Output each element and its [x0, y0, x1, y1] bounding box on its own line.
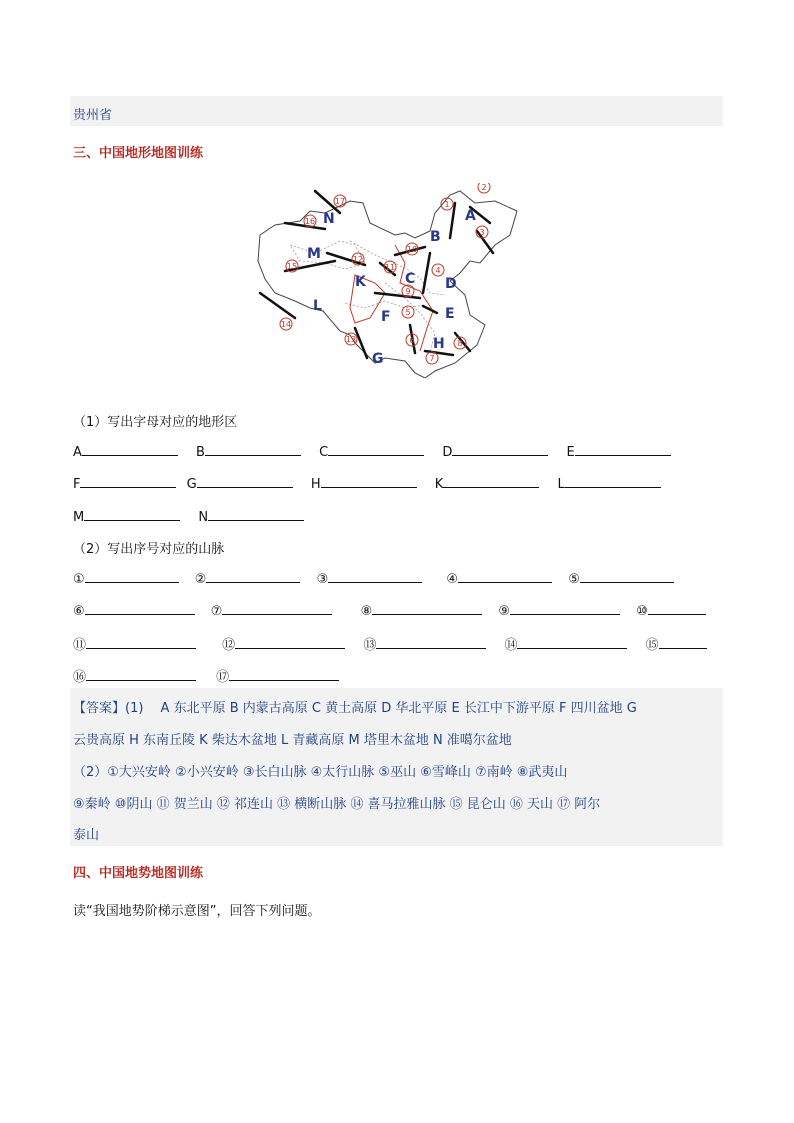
svg-text:15: 15	[286, 262, 298, 271]
blank-6[interactable]	[85, 602, 195, 615]
map-letter-c: C	[405, 271, 416, 287]
map-letter-h: H	[433, 336, 445, 352]
num-17: ⑰	[216, 670, 230, 685]
num-5: ⑤	[568, 572, 580, 587]
blank-11[interactable]	[86, 636, 196, 649]
question-2: （2）写出序号对应的山脉	[73, 542, 225, 557]
num-8: ⑧	[360, 604, 373, 619]
blank-13[interactable]	[376, 636, 486, 649]
prev-answer-block	[70, 96, 723, 126]
blank-15[interactable]	[659, 636, 707, 649]
label-m: M	[73, 510, 85, 525]
num-4: ④	[446, 572, 459, 587]
map-letter-g: G	[372, 351, 384, 367]
map-letter-d: D	[445, 276, 457, 292]
map-letter-m: M	[307, 246, 321, 262]
blank-5[interactable]	[580, 570, 674, 583]
svg-text:5: 5	[405, 308, 411, 317]
blank-9[interactable]	[510, 602, 620, 615]
num-2: ②	[194, 572, 207, 587]
svg-text:1: 1	[444, 200, 450, 209]
blank-2[interactable]	[206, 570, 300, 583]
blank-n[interactable]	[208, 508, 304, 521]
prev-answer-text: 贵州省	[73, 108, 113, 123]
label-a: A	[73, 445, 82, 460]
num-6: ⑥	[73, 604, 85, 619]
blank-12[interactable]	[235, 636, 345, 649]
label-h: H	[310, 477, 321, 492]
svg-text:12: 12	[352, 255, 364, 264]
map-letter-f: F	[381, 309, 391, 325]
num-3: ③	[316, 572, 329, 587]
answer-line-1: 【答案】(1) A 东北平原 B 内蒙古高原 C 黄土高原 D 华北平原 E 长江中下游平原 F 四川盆地 G	[73, 701, 637, 716]
q1-row-2	[73, 475, 661, 492]
section-4-title: 四、中国地势地图训练	[73, 866, 204, 881]
blank-1[interactable]	[85, 570, 179, 583]
num-12: ⑫	[222, 638, 236, 653]
map-letter-a: A	[465, 208, 476, 224]
svg-text:8: 8	[457, 339, 463, 348]
blank-8[interactable]	[372, 602, 482, 615]
svg-text:11: 11	[384, 263, 396, 272]
blank-f[interactable]	[80, 475, 176, 488]
num-9: ⑨	[498, 604, 511, 619]
blank-14[interactable]	[517, 636, 627, 649]
svg-text:4: 4	[435, 266, 441, 275]
blank-m[interactable]	[84, 508, 180, 521]
q1-row-3	[73, 508, 304, 525]
label-g: G	[186, 477, 197, 492]
label-c: C	[319, 445, 329, 460]
blank-l[interactable]	[565, 475, 661, 488]
section-3-title: 三、中国地形地图训练	[73, 146, 204, 161]
num-14: ⑭	[504, 638, 518, 653]
blank-k[interactable]	[443, 475, 539, 488]
blank-a[interactable]	[82, 443, 178, 456]
china-outline-map	[255, 183, 520, 378]
q2-row-3	[73, 634, 707, 653]
answer-line-3: （2）①大兴安岭 ②小兴安岭 ③长白山脉 ④太行山脉 ⑤巫山 ⑥雪峰山 ⑦南岭 ⑧武夷山	[73, 765, 568, 780]
svg-text:7: 7	[429, 354, 435, 363]
svg-text:14: 14	[280, 320, 292, 329]
map-letter-n: N	[323, 211, 335, 227]
num-13: ⑬	[363, 638, 377, 653]
blank-h[interactable]	[321, 475, 417, 488]
svg-text:13: 13	[345, 335, 357, 344]
label-b: B	[196, 445, 205, 460]
svg-text:6: 6	[409, 336, 415, 345]
q2-row-2	[73, 602, 706, 619]
q2-row-4	[73, 666, 339, 685]
china-terrain-map	[255, 183, 520, 378]
num-15: ⑮	[645, 638, 659, 653]
label-e: E	[566, 445, 575, 460]
num-7: ⑦	[210, 604, 223, 619]
label-f: F	[73, 477, 81, 492]
section-4-text: 读“我国地势阶梯示意图”，回答下列问题。	[73, 904, 321, 919]
q2-row-1	[73, 570, 674, 587]
blank-16[interactable]	[86, 668, 196, 681]
num-10: ⑩	[636, 604, 648, 619]
blank-b[interactable]	[205, 443, 301, 456]
blank-17[interactable]	[229, 668, 339, 681]
num-1: ①	[73, 572, 85, 587]
answer-line-4: ⑨秦岭 ⑩阴山 ⑪ 贺兰山 ⑫ 祁连山 ⑬ 横断山脉 ⑭ 喜马拉雅山脉 ⑮ 昆仑山 ⑯ 天山 ⑰ 阿尔	[73, 797, 601, 812]
svg-text:3: 3	[479, 228, 485, 237]
q1-row-1	[73, 443, 671, 460]
blank-10[interactable]	[648, 602, 706, 615]
num-11: ⑪	[73, 638, 87, 653]
answer-line-5: 泰山	[73, 828, 100, 843]
map-letter-k: K	[355, 274, 366, 290]
num-16: ⑯	[73, 670, 87, 685]
blank-c[interactable]	[328, 443, 424, 456]
question-1: （1）写出字母对应的地形区	[73, 415, 238, 430]
svg-text:9: 9	[405, 287, 411, 296]
label-d: D	[442, 445, 453, 460]
blank-g[interactable]	[197, 475, 293, 488]
answer-line-2: 云贵高原 H 东南丘陵 K 柴达木盆地 L 青藏高原 M 塔里木盆地 N 准噶尔盆地	[73, 733, 512, 748]
blank-e[interactable]	[575, 443, 671, 456]
label-l: L	[557, 477, 565, 492]
map-letter-b: B	[430, 229, 441, 245]
map-letter-l: L	[313, 298, 322, 314]
blank-7[interactable]	[222, 602, 332, 615]
svg-text:2: 2	[481, 183, 487, 192]
label-n: N	[198, 510, 209, 525]
svg-text:17: 17	[334, 197, 346, 206]
blank-4[interactable]	[458, 570, 552, 583]
blank-d[interactable]	[452, 443, 548, 456]
map-letter-e: E	[445, 306, 455, 322]
label-k: K	[434, 477, 444, 492]
svg-text:16: 16	[304, 217, 316, 226]
blank-3[interactable]	[328, 570, 422, 583]
svg-text:10: 10	[406, 245, 418, 254]
